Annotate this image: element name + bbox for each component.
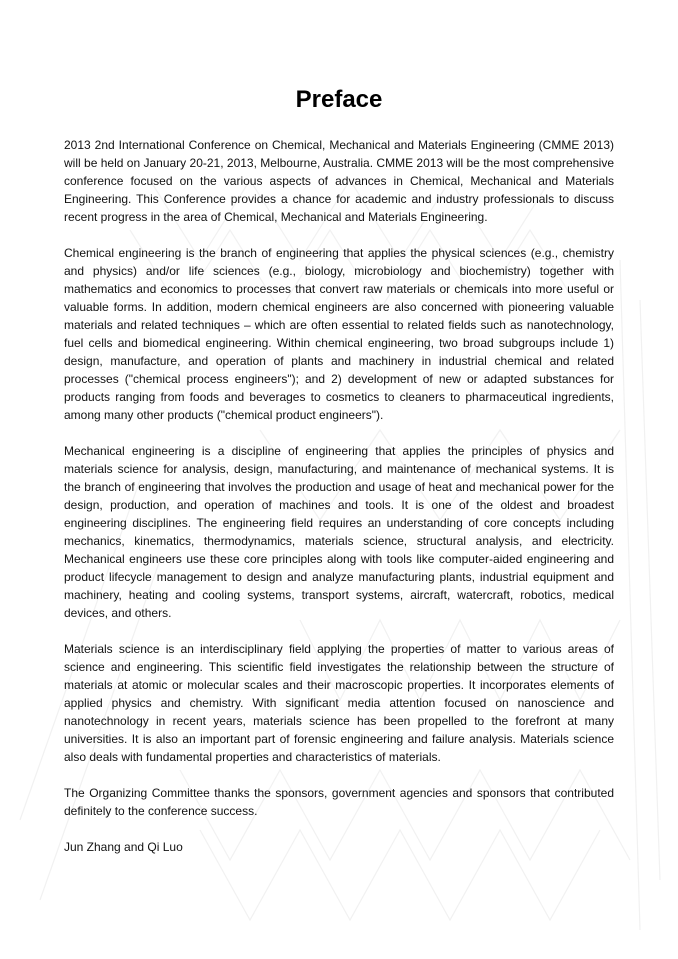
paragraph-materials-science: Materials science is an interdisciplinary field applying the properties of matter to various areas of science and engineering. This scientific field investigates the relationship between the structure of materials at atomic or molecular scales and their macroscopic properties. It incorporates elements of applied physics and chemistry. With significant media attention focused on nanoscience and nanotechnology in recent years, materials science has been propelled to the forefront at many universities. It is also an important part of forensic engineering and failure analysis. Materials science also deals with fundamental properties and characteristics of materials. — [64, 642, 614, 764]
page-title: Preface — [295, 86, 383, 113]
paragraph-chemical-engineering: Chemical engineering is the branch of engineering that applies the physical sciences (e.g., chemistry and physics) and/or life sciences (e.g., biology, microbiology and biochemistry) together with mathematics and economics to processes that convert raw materials or chemicals into more useful or valuable forms. In addition, modern chemical engineers are also concerned with pioneering valuable materials and related techniques – which are often essential to related fields such as nanotechnology, fuel cells and biomedical engineering. Within chemical engineering, two broad subgroups include 1) design, manufacture, and operation of plants and machinery in industrial chemical and related processes ("chemical process engineers"); and 2) development of new or adapted substances for products ranging from foods and beverages to cosmetics to cleaners to pharmaceutical ingredients, among many other products ("chemical product engineers"). — [64, 246, 614, 422]
paragraph-acknowledgement: The Organizing Committee thanks the sponsors, government agencies and sponsors that contributed definitely to the conference success. — [64, 786, 614, 818]
paragraph-mechanical-engineering: Mechanical engineering is a discipline of engineering that applies the principles of physics and materials science for analysis, design, manufacturing, and maintenance of mechanical systems. It is the branch of engineering that involves the production and usage of heat and mechanical power for the design, production, and operation of machines and tools. It is one of the oldest and broadest engineering disciplines. The engineering field requires an understanding of core concepts including mechanics, kinematics, thermodynamics, materials science, structural analysis, and electricity. Mechanical engineers use these core principles along with tools like computer-aided engineering and product lifecycle management to design and analyze manufacturing plants, industrial equipment and machinery, heating and cooling systems, transport systems, aircraft, watercraft, robotics, medical devices, and others. — [64, 444, 614, 620]
signature: Jun Zhang and Qi Luo — [64, 840, 183, 854]
preface-body — [64, 136, 614, 856]
paragraph-intro: 2013 2nd International Conference on Chemical, Mechanical and Materials Engineering (CMME 2013) will be held on January 20-21, 2013, Melbourne, Australia. CMME 2013 will be the most comprehensive conference focused on the various aspects of advances in Chemical, Mechanical and Materials Engineering. This Conference provides a chance for academic and industry professionals to discuss recent progress in the area of Chemical, Mechanical and Materials Engineering. — [64, 138, 614, 224]
